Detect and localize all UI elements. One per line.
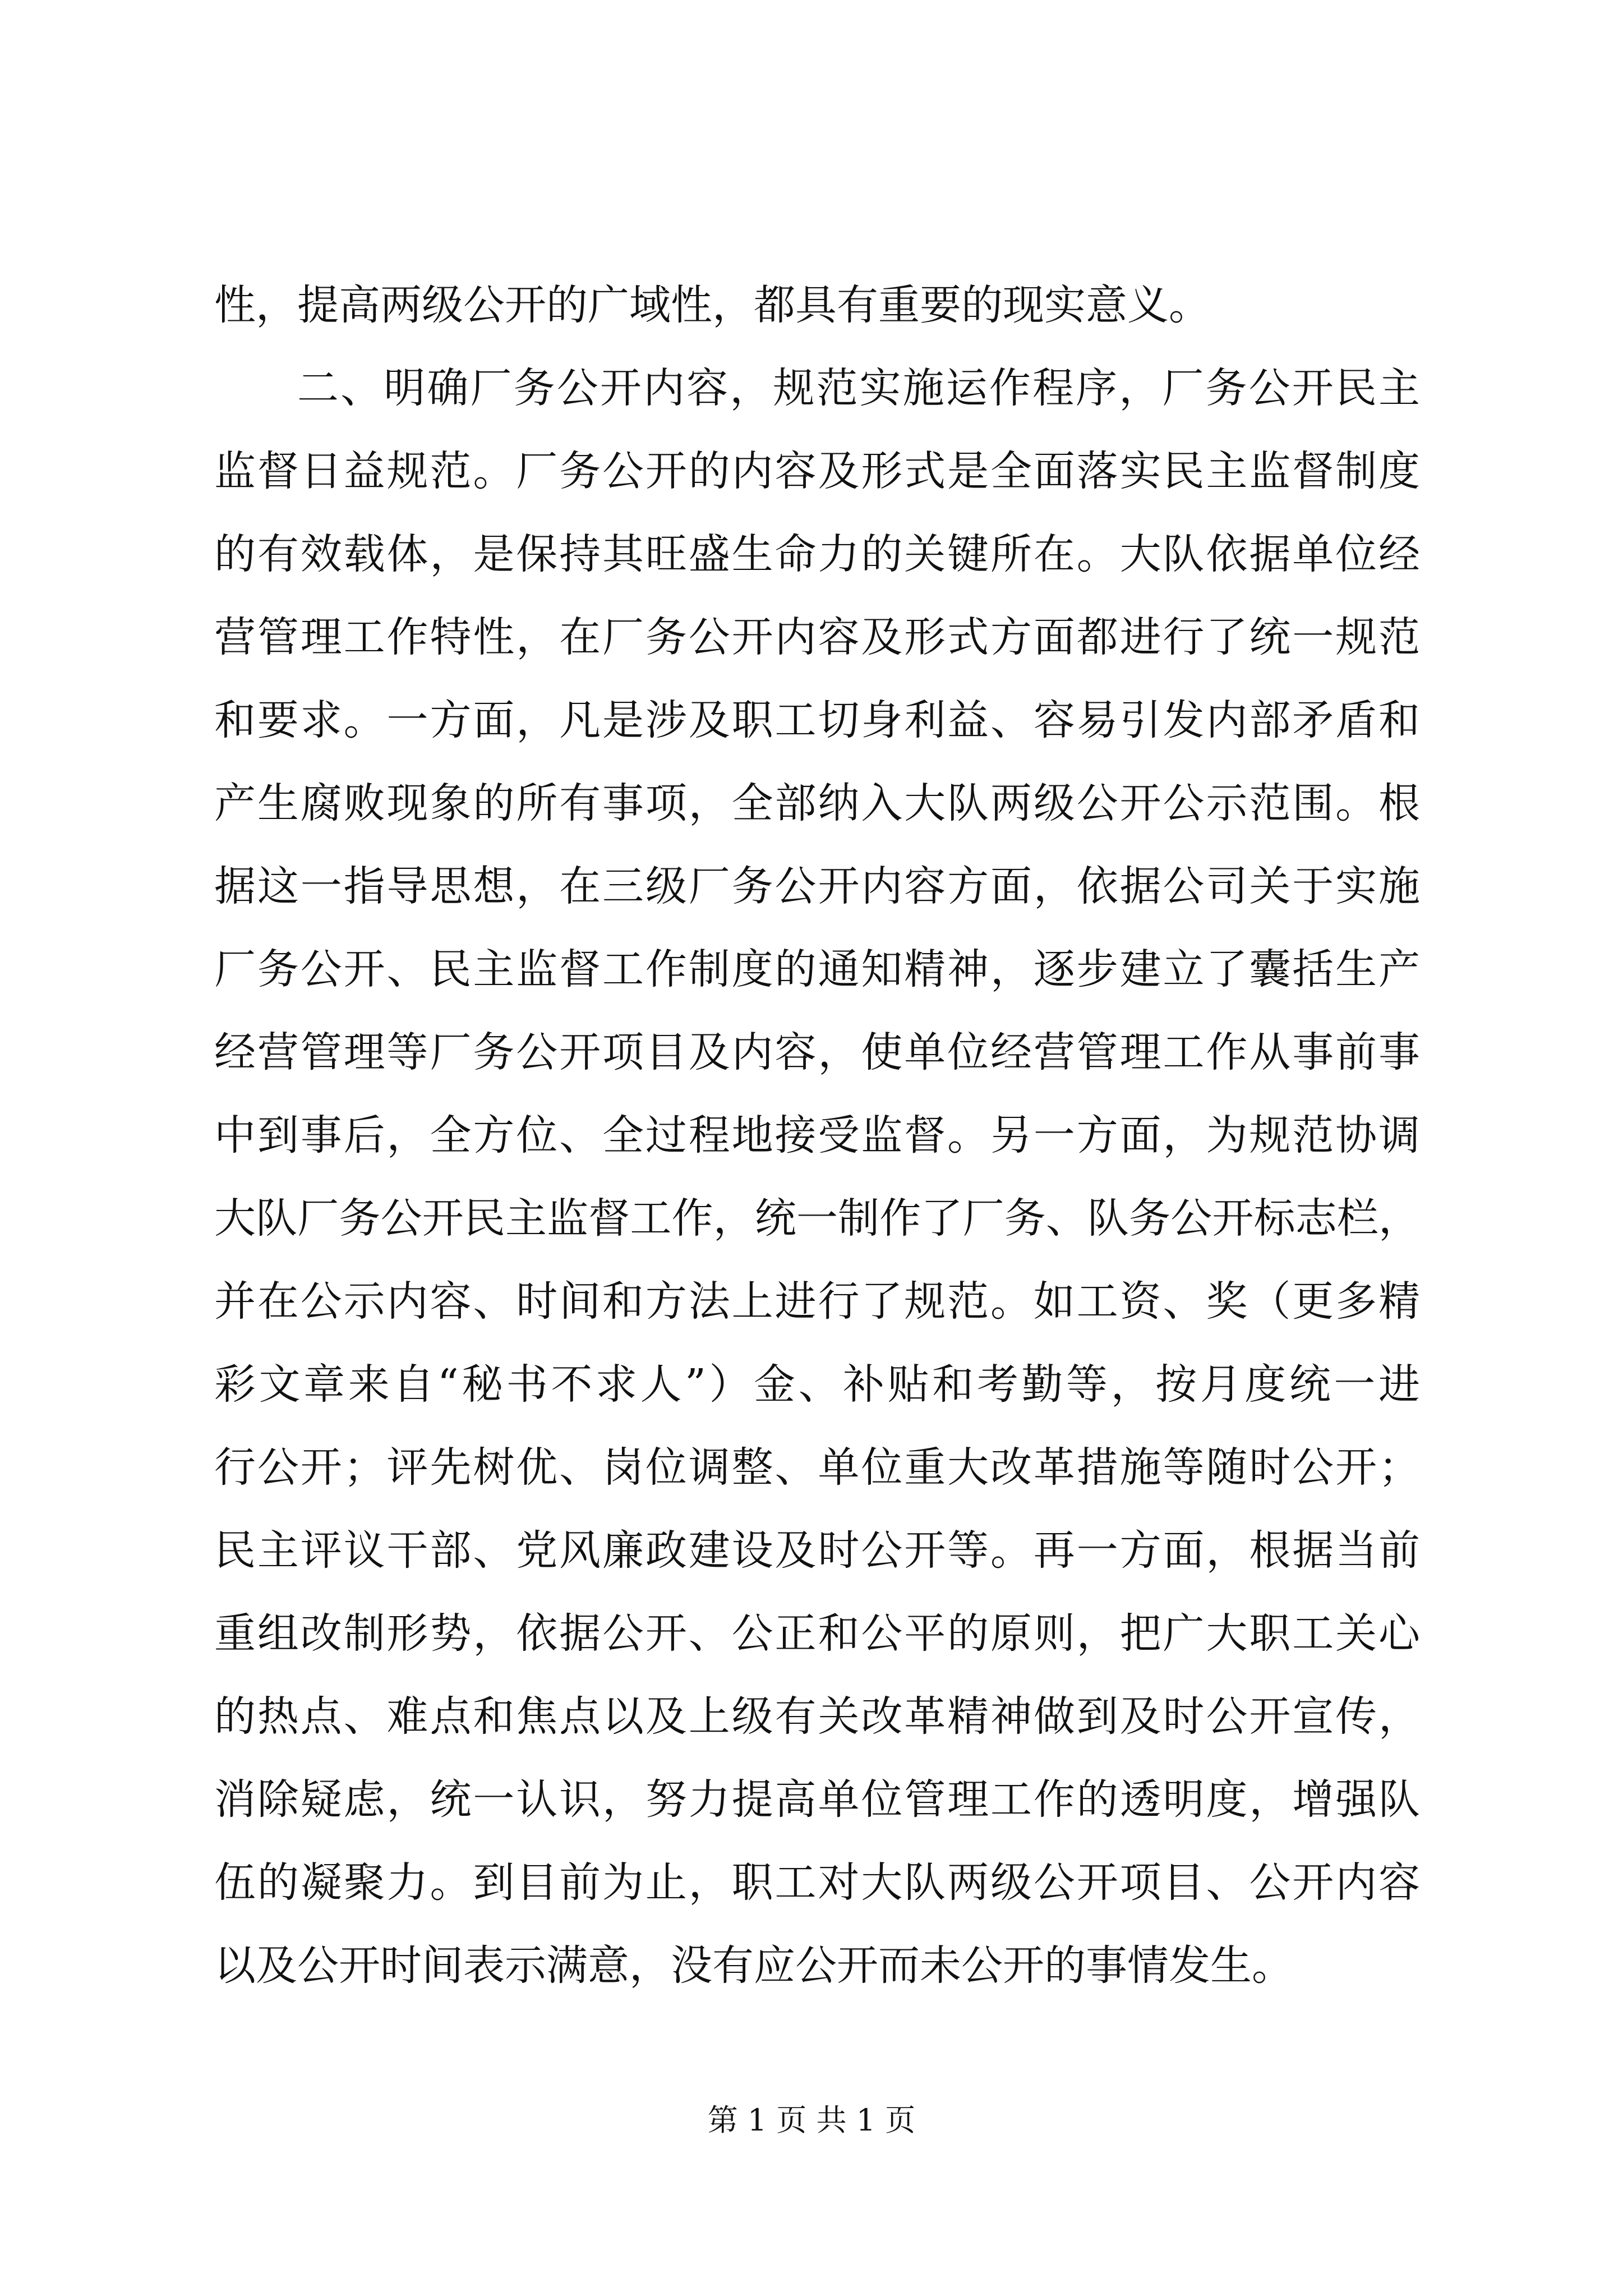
text-line: 以及公开时间表示满意，没有应公开而未公开的事情发生。 xyxy=(214,1941,1293,1990)
text-line: 并在公示内容、时间和方法上进行了规范。如工资、奖（更多精 xyxy=(214,1277,1420,1326)
text-line: 据这一指导思想，在三级厂务公开内容方面，依据公司关于实施 xyxy=(214,862,1420,910)
text-line: 的有效载体，是保持其旺盛生命力的关键所在。大队依据单位经 xyxy=(214,530,1420,578)
text-line: 重组改制形势，依据公开、公正和公平的原则，把广大职工关心 xyxy=(214,1609,1420,1658)
text-line: 厂务公开、民主监督工作制度的通知精神，逐步建立了囊括生产 xyxy=(214,945,1420,993)
body-text xyxy=(214,264,1420,2007)
text-line: 民主评议干部、党风廉政建设及时公开等。再一方面，根据当前 xyxy=(214,1526,1420,1575)
text-line: 性，提高两级公开的广域性，都具有重要的现实意义。 xyxy=(214,281,1210,329)
text-line: 彩文章来自“秘书不求人”）金、补贴和考勤等，按月度统一进 xyxy=(214,1360,1420,1409)
text-line: 二、明确厂务公开内容，规范实施运作程序，厂务公开民主 xyxy=(297,364,1420,412)
text-line: 监督日益规范。厂务公开的内容及形式是全面落实民主监督制度 xyxy=(214,447,1420,495)
text-line: 消除疑虑，统一认识，努力提高单位管理工作的透明度，增强队 xyxy=(214,1775,1420,1824)
text-line: 经营管理等厂务公开项目及内容，使单位经营管理工作从事前事 xyxy=(214,1028,1420,1076)
page-footer: 第 1 页 共 1 页 xyxy=(707,2102,916,2138)
text-line: 中到事后，全方位、全过程地接受监督。另一方面，为规范协调 xyxy=(214,1111,1420,1159)
text-line: 行公开；评先树优、岗位调整、单位重大改革措施等随时公开； xyxy=(214,1443,1420,1492)
text-line: 营管理工作特性，在厂务公开内容及形式方面都进行了统一规范 xyxy=(214,613,1420,661)
text-line: 大队厂务公开民主监督工作，统一制作了厂务、队务公开标志栏， xyxy=(214,1194,1420,1243)
text-line: 和要求。一方面，凡是涉及职工切身利益、容易引发内部矛盾和 xyxy=(214,696,1420,744)
text-line: 伍的凝聚力。到目前为止，职工对大队两级公开项目、公开内容 xyxy=(214,1858,1420,1907)
text-line: 的热点、难点和焦点以及上级有关改革精神做到及时公开宣传， xyxy=(214,1692,1420,1741)
text-line: 产生腐败现象的所有事项，全部纳入大队两级公开公示范围。根 xyxy=(214,779,1420,827)
